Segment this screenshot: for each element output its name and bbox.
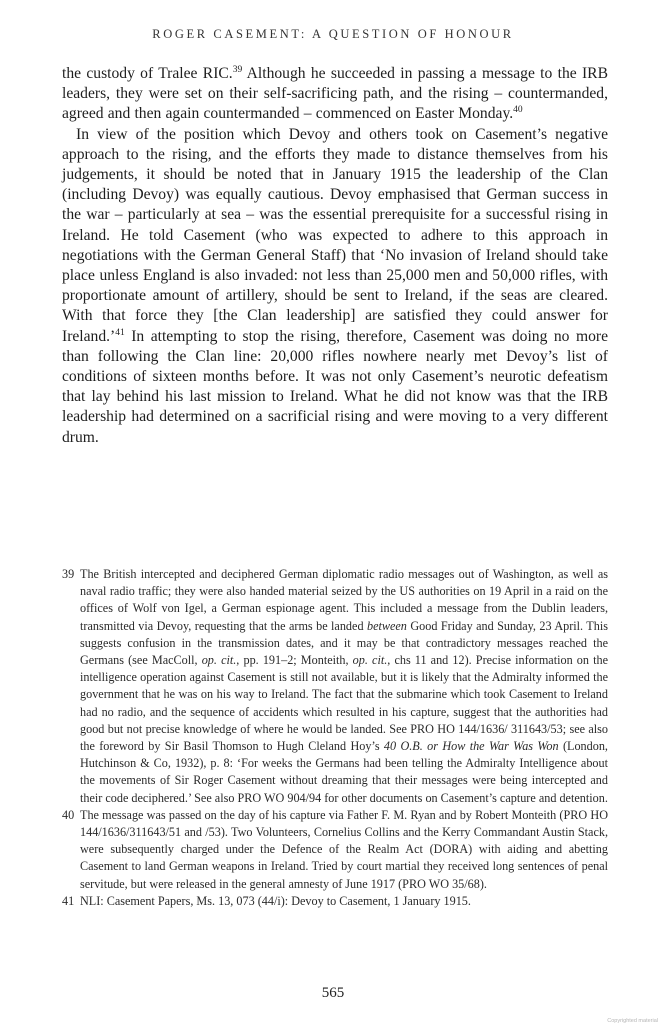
footnote-40: [62, 807, 608, 893]
paragraph-text: the custody of Tralee RIC.: [62, 65, 233, 82]
body-text: [62, 64, 608, 448]
paragraph-text: Although he succeeded in passing a message to the IRB leaders, they were set on their self-sacrificing path, and the rising – countermanded, agreed and then again countermanded – commenced on Easter Monday.: [62, 65, 608, 123]
footnote-ref-40[interactable]: 40: [513, 105, 523, 116]
footnote-italic-run: op. cit.: [201, 653, 237, 668]
footnote-number: 39: [62, 567, 75, 581]
paragraph-2: [62, 125, 608, 448]
footnote-text-run: (London, Hutchinson & Co, 1932), p. 8: ‘For weeks the Germans had been telling the Admiralty Intelligence about the movements of Sir Roger Casement without dreaming that their messages were being intercepted and their code deciphered.’ See also PRO WO 904/94 for other documents on Casement’s capture and detention.: [80, 739, 608, 805]
footnote-italic-run: op. cit.: [352, 653, 388, 668]
footnote-text-run: , pp. 191–2; Monteith,: [236, 653, 353, 668]
footnote-text: The message was passed on the day of his capture via Father F. M. Ryan and by Robert Monteith (PRO HO 144/1636/311643/51 and /53). Two Volunteers, Cornelius Collins and the Kerry Commandant Austin Stack, were subsequently charged under the Defence of the Realm Act (DORA) with aiding and abetting Casement to land German weapons in Ireland. Tried by court martial they received long sentences of penal servitude, but were released in the general amnesty of June 1917 (PRO WO 35/68).: [80, 807, 608, 891]
footnote-text: [80, 566, 608, 807]
footnote-text-run: , chs 11 and 12). Precise information on the intelligence operation against Casement is still not available, but it is likely that the Admiralty informed the government that he was on his way to Ireland. The fact that the submarine which took Casement to Ireland had no radio, and the sequence of accidents which resulted in his capture, suggest that the authorities had good but not precise knowledge of where he would be landed. See PRO HO 144/1636/ 311643/53; see also the foreword by Sir Basil Thomson to Hugh Cleland Hoy’s: [80, 653, 608, 754]
running-head: ROGER CASEMENT: A QUESTION OF HONOUR: [152, 27, 514, 41]
footnote-text-run: Good Friday and Sunday, 23 April. This suggests confusion in the transmission dates, and it may be that contradictory messages reached the Germans (see MacColl,: [80, 618, 608, 668]
footnote-italic-run: 40 O.B. or How the War Was Won: [383, 739, 559, 754]
footnote-ref-41[interactable]: 41: [115, 327, 125, 338]
footnotes: [62, 566, 608, 910]
paragraph-text: In attempting to stop the rising, therefore, Casement was doing no more than following the Clan line: 20,000 rifles nowhere nearly met Devoy’s list of conditions of sixteen months before. It was not only Casement’s neurotic defeatism that lay behind his last mission to Ireland. What he did not know was that the IRB leadership had determined on a sacrificial rising and were moving to a very different drum.: [62, 327, 608, 446]
footnote-number: 41: [62, 893, 75, 908]
footnote-number: 40: [62, 807, 75, 822]
footnote-text: NLI: Casement Papers, Ms. 13, 073 (44/i): Devoy to Casement, 1 January 1915.: [80, 893, 471, 908]
footnote-ref-39[interactable]: 39: [232, 65, 243, 75]
footnote-text-run: The British intercepted and deciphered German diplomatic radio messages out of Washington, as well as naval radio traffic; they were also handed material seized by the US authorities on 19 April in a raid on the offices of Wolf von Igel, a German espionage agent. This included a message from the Dublin leaders, transmitted via Devoy, requesting that the arms be landed: [80, 567, 608, 633]
paragraph-1: [62, 64, 608, 125]
page-number: 565: [321, 985, 345, 1001]
footnote-39: [62, 566, 608, 807]
watermark: Copyrighted material: [607, 1018, 658, 1024]
footnote-41: [62, 893, 608, 910]
footnote-italic-run: between: [366, 618, 407, 633]
paragraph-text: In view of the position which Devoy and others took on Casement’s negative approach to the rising, and the efforts they made to distance themselves from his judgements, it should be noted that in January 1915 the leadership of the Clan (including Devoy) was equally cautious. Devoy emphasised that German success in the war – particularly at sea – was the essential prerequisite for a successful rising in Ireland. He told Casement (who was expected to adhere to this approach in negotiations with the German General Staff) that ‘No invasion of Ireland should take place unless England is also invaded: not less than 25,000 men and 50,000 rifles, with proportionate amount of artillery, should be sent to Ireland, if the seas are cleared. With that force they [the Clan leadership] are satisfied they could answer for Ireland.’: [62, 125, 608, 345]
